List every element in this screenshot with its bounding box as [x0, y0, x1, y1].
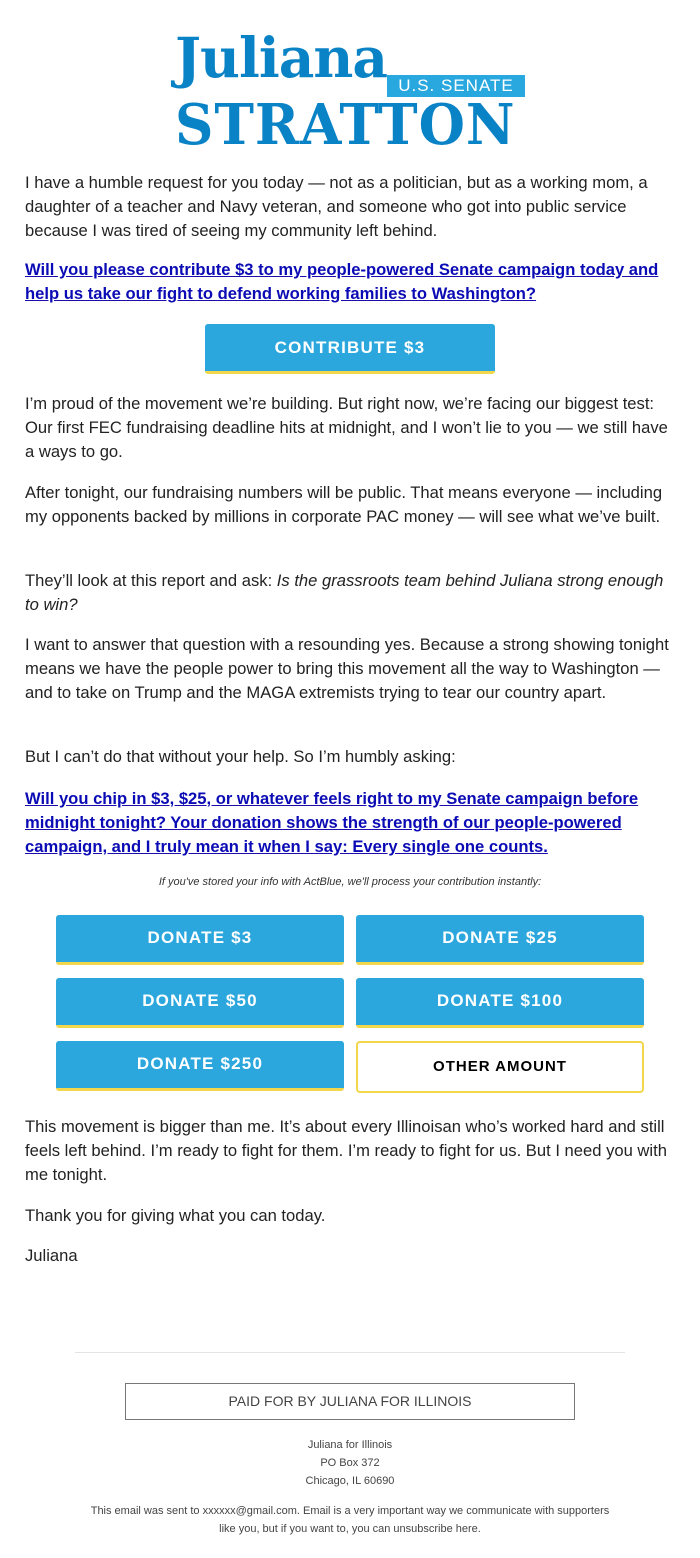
campaign-logo — [175, 25, 535, 158]
logo-first-name: Juliana — [175, 25, 388, 90]
contribute-link-2-text: Will you chip in $3, $25, or whatever feels right to my Senate campaign before midnight tonight? Your donation shows the strength of our people-powered campaign, and I truly mean it when I say: Every single one counts. — [25, 789, 639, 856]
donate-50-button[interactable]: DONATE $50 — [56, 978, 344, 1028]
donate-3-button[interactable]: DONATE $3 — [56, 915, 344, 965]
donate-100-button[interactable]: DONATE $100 — [356, 978, 644, 1028]
contribute-link-1-text: Will you please contribute $3 to my people-powered Senate campaign today and help us take our fight to defend working families to Washington? — [25, 260, 659, 303]
footer-email-disclaimer: This email was sent to xxxxxx@gmail.com. Email is a very important way we communicate with supporters like you, but if you want to, you can unsubscribe here. — [90, 1505, 610, 1535]
intro-paragraph: I have a humble request for you today — not as a politician, but as a working mom, a daughter of a teacher and Navy veteran, and someone who got into public service because I was tired of seeing my community left behind. — [25, 173, 648, 240]
contribute-button[interactable]: CONTRIBUTE $3 — [205, 324, 495, 374]
contribute-link-2[interactable] — [25, 787, 680, 859]
footer-divider — [75, 1352, 625, 1353]
report-plain-text: They’ll look at this report and ask: — [25, 571, 277, 590]
thanks-paragraph: Thank you for giving what you can today. — [25, 1206, 326, 1225]
donate-25-button[interactable]: DONATE $25 — [356, 915, 644, 965]
footer-city: Chicago, IL 60690 — [305, 1475, 395, 1487]
answer-paragraph: I want to answer that question with a resounding yes. Because a strong showing tonight means we have the people power to bring this movement all the way to Washington — and to take on Trump and the MAGA extremists trying to tear our country apart. — [25, 635, 669, 702]
paid-for-disclaimer: PAID FOR BY JULIANA FOR ILLINOIS — [125, 1383, 575, 1420]
logo-senate-badge: U.S. SENATE — [387, 75, 525, 97]
footer-org-name: Juliana for Illinois — [307, 1439, 393, 1451]
after-tonight-paragraph: After tonight, our fundraising numbers will be public. That means everyone — including my opponents backed by millions in corporate PAC money — will see what we’ve built. — [25, 483, 663, 526]
proud-paragraph: I’m proud of the movement we’re building. But right now, we’re facing our biggest test: Our first FEC fundraising deadline hits at midnight, and I won’t lie to you — we still have a ways to go. — [25, 394, 668, 461]
report-italic-text: Is the grassroots team behind Juliana strong enough to win? — [25, 571, 664, 614]
movement-paragraph: This movement is bigger than me. It’s about every Illinoisan who’s worked hard and still feels left behind. I’m ready to fight for them. I’m ready to fight for us. But I need you with me tonight. — [25, 1117, 667, 1184]
report-paragraph — [25, 569, 680, 617]
help-paragraph: But I can’t do that without your help. So I’m humbly asking: — [25, 747, 456, 766]
logo-last-name: STRATTON — [175, 92, 516, 158]
other-amount-button[interactable]: OTHER AMOUNT — [356, 1041, 644, 1093]
signature: Juliana — [25, 1246, 78, 1265]
donate-250-button[interactable]: DONATE $250 — [56, 1041, 344, 1091]
contribute-link-1[interactable] — [25, 258, 680, 306]
footer-po-box: PO Box 372 — [320, 1457, 380, 1469]
actblue-note: If you've stored your info with ActBlue, we'll process your contribution instantly: — [158, 876, 542, 888]
